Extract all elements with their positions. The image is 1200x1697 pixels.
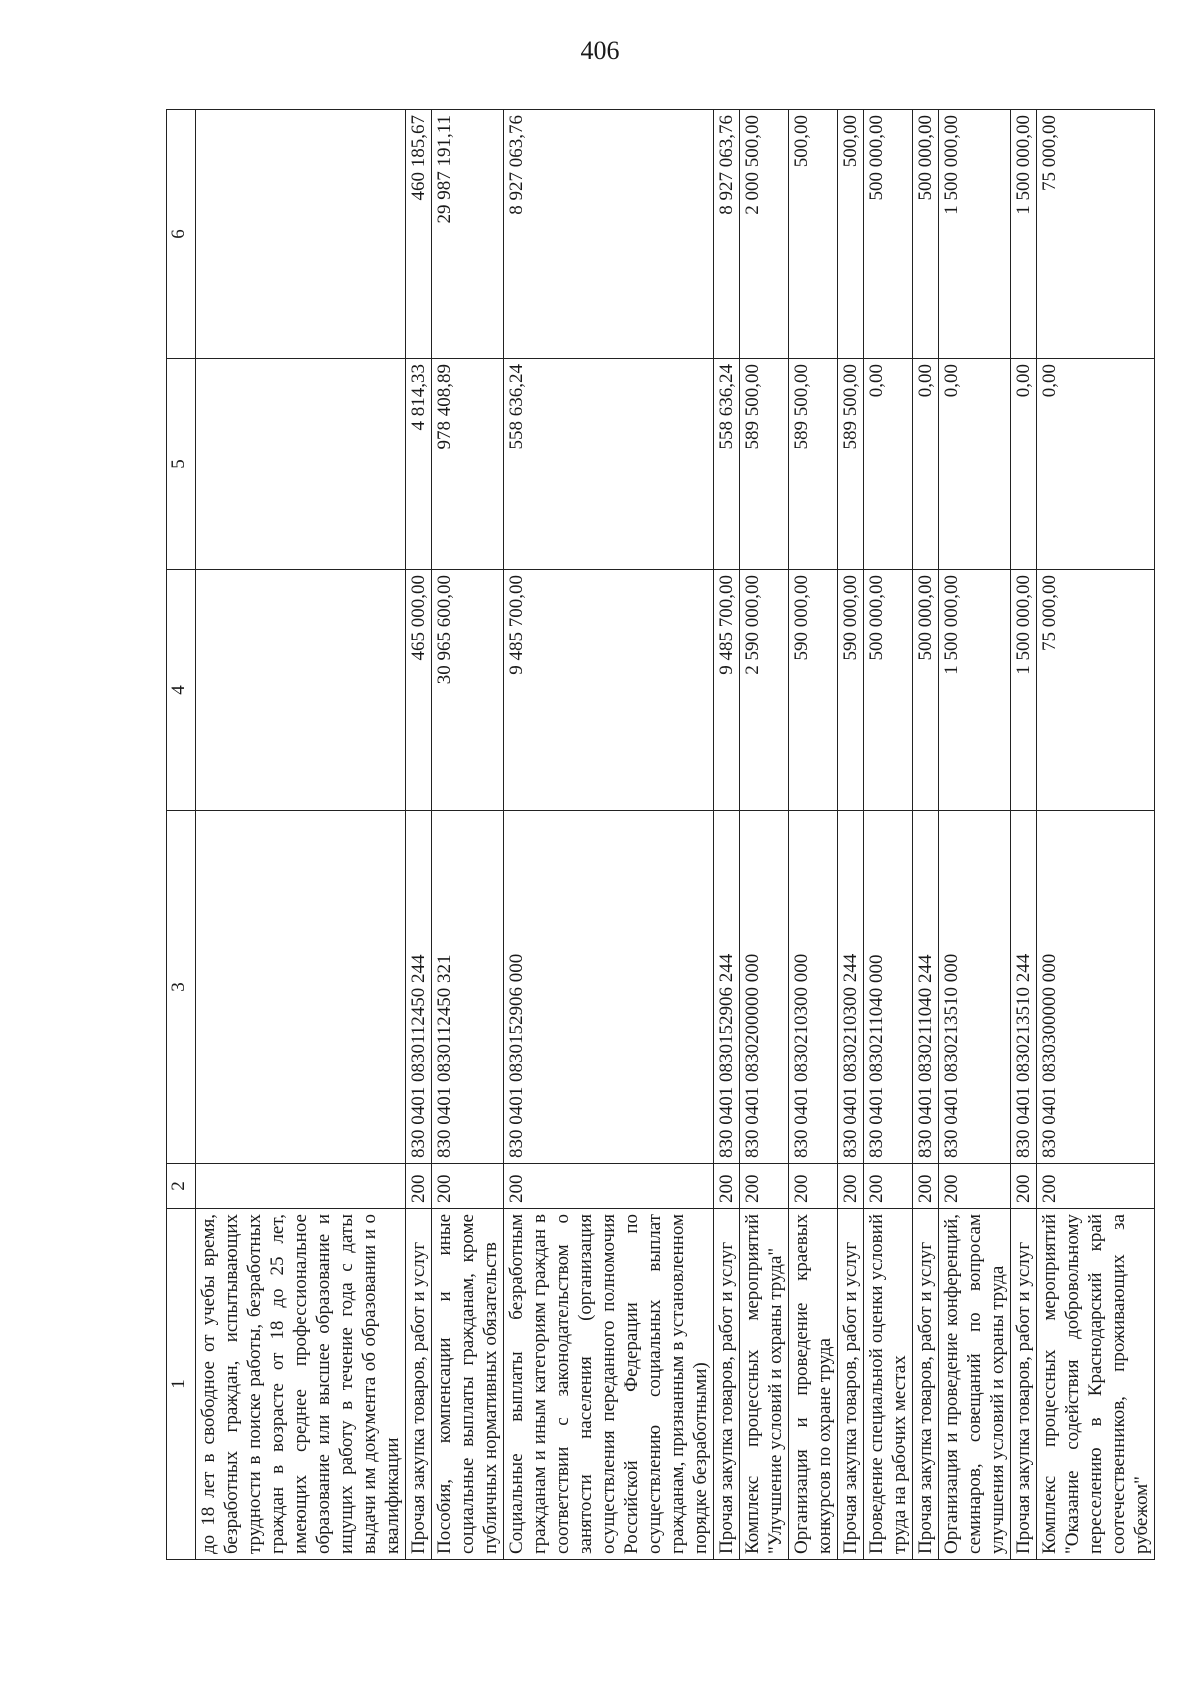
table-row — [838, 110, 864, 1560]
cell-section: 200 — [406, 1164, 432, 1209]
cell-col6: 460 185,67 — [406, 110, 432, 359]
cell-col5: 4 814,33 — [406, 359, 432, 570]
cell-col5: 0,00 — [1011, 359, 1037, 570]
table-row — [406, 110, 432, 1560]
cell-col4: 590 000,00 — [838, 570, 864, 811]
cell-section: 200 — [939, 1164, 1011, 1209]
table-row — [740, 110, 789, 1560]
cell-col4: 2 590 000,00 — [740, 570, 789, 811]
table-row — [939, 110, 1011, 1560]
header-row — [167, 110, 196, 1560]
cell-col6: 500 000,00 — [864, 110, 913, 359]
cell-col6: 500,00 — [838, 110, 864, 359]
cell-name: Прочая закупка товаров, работ и услуг — [838, 1209, 864, 1560]
cell-code: 830 0401 0830152906 244 — [714, 811, 740, 1164]
cell-code — [196, 811, 406, 1164]
cell-col4: 30 965 600,00 — [432, 570, 504, 811]
cell-col5: 589 500,00 — [789, 359, 838, 570]
table-row — [504, 110, 714, 1560]
budget-table — [166, 109, 1155, 1560]
cell-section: 200 — [504, 1164, 714, 1209]
cell-col5: 0,00 — [913, 359, 939, 570]
table-row — [1037, 110, 1155, 1560]
cell-col5: 0,00 — [939, 359, 1011, 570]
cell-name: Комплекс процессных мероприятий "Оказание содействия добровольному переселению в Краснодарский край соотечественников, проживающих за рубежом" — [1037, 1209, 1155, 1560]
cell-name: Социальные выплаты безработным гражданам и иным категориям граждан в соответствии с законодательством о занятости населения (организация осуществления переданного полномочия Российской Федерации по осуществлению социальных выплат гражданам, признанным в установленном порядке безработными) — [504, 1209, 714, 1560]
table-row — [789, 110, 838, 1560]
cell-section: 200 — [789, 1164, 838, 1209]
cell-name: Прочая закупка товаров, работ и услуг — [714, 1209, 740, 1560]
cell-code: 830 0401 0830210300 244 — [838, 811, 864, 1164]
table-row — [432, 110, 504, 1560]
cell-name: Прочая закупка товаров, работ и услуг — [1011, 1209, 1037, 1560]
rotated-table-container — [166, 110, 1152, 1560]
cell-col6: 8 927 063,76 — [714, 110, 740, 359]
cell-col4: 9 485 700,00 — [504, 570, 714, 811]
cell-col5: 589 500,00 — [838, 359, 864, 570]
cell-col6: 1 500 000,00 — [1011, 110, 1037, 359]
cell-name: Прочая закупка товаров, работ и услуг — [913, 1209, 939, 1560]
cell-col4 — [196, 570, 406, 811]
cell-code: 830 0401 0830200000 000 — [740, 811, 789, 1164]
cell-col6: 8 927 063,76 — [504, 110, 714, 359]
cell-name: Организация и проведение краевых конкурсов по охране труда — [789, 1209, 838, 1560]
cell-col4: 465 000,00 — [406, 570, 432, 811]
cell-section: 200 — [838, 1164, 864, 1209]
cell-col6: 1 500 000,00 — [939, 110, 1011, 359]
cell-section: 200 — [1011, 1164, 1037, 1209]
cell-col5 — [196, 359, 406, 570]
cell-code: 830 0401 0830210300 000 — [789, 811, 838, 1164]
cell-col6: 29 987 191,11 — [432, 110, 504, 359]
cell-col4: 590 000,00 — [789, 570, 838, 811]
cell-col5: 978 408,89 — [432, 359, 504, 570]
cell-section: 200 — [432, 1164, 504, 1209]
cell-section: 200 — [714, 1164, 740, 1209]
cell-col6 — [196, 110, 406, 359]
cell-col6: 2 000 500,00 — [740, 110, 789, 359]
cell-col5: 589 500,00 — [740, 359, 789, 570]
cell-col4: 75 000,00 — [1037, 570, 1155, 811]
cell-col5: 558 636,24 — [504, 359, 714, 570]
col-header-4: 4 — [167, 570, 196, 811]
table-row — [196, 110, 406, 1560]
cell-col6: 500 000,00 — [913, 110, 939, 359]
cell-code: 830 0401 0830211040 000 — [864, 811, 913, 1164]
cell-code: 830 0401 0830112450 321 — [432, 811, 504, 1164]
table-row — [1011, 110, 1037, 1560]
cell-name: Организация и проведение конференций, семинаров, совещаний по вопросам улучшения условий и охраны труда — [939, 1209, 1011, 1560]
table-row — [913, 110, 939, 1560]
col-header-3: 3 — [167, 811, 196, 1164]
cell-col4: 500 000,00 — [913, 570, 939, 811]
cell-col6: 75 000,00 — [1037, 110, 1155, 359]
table-row — [714, 110, 740, 1560]
cell-name: Пособия, компенсации и иные социальные выплаты гражданам, кроме публичных нормативных обязательств — [432, 1209, 504, 1560]
cell-name: до 18 лет в свободное от учебы время, безработных граждан, испытывающих трудности в поиске работы, безработных граждан в возрасте от 18 до 25 лет, имеющих среднее профессиональное образование или высшее образование и ищущих работу в течение года с даты выдачи им документа об образовании и о квалификации — [196, 1209, 406, 1560]
cell-name: Проведение специальной оценки условий труда на рабочих местах — [864, 1209, 913, 1560]
cell-section: 200 — [740, 1164, 789, 1209]
cell-col6: 500,00 — [789, 110, 838, 359]
cell-code: 830 0401 0830213510 244 — [1011, 811, 1037, 1164]
cell-col5: 0,00 — [1037, 359, 1155, 570]
cell-code: 830 0401 0830211040 244 — [913, 811, 939, 1164]
cell-col5: 0,00 — [864, 359, 913, 570]
cell-col4: 500 000,00 — [864, 570, 913, 811]
cell-name: Прочая закупка товаров, работ и услуг — [406, 1209, 432, 1560]
col-header-5: 5 — [167, 359, 196, 570]
cell-col4: 1 500 000,00 — [1011, 570, 1037, 811]
cell-col4: 9 485 700,00 — [714, 570, 740, 811]
cell-name: Комплекс процессных мероприятий "Улучшение условий и охраны труда" — [740, 1209, 789, 1560]
cell-section: 200 — [864, 1164, 913, 1209]
page-number: 406 — [580, 36, 620, 65]
cell-code: 830 0401 0830300000 000 — [1037, 811, 1155, 1164]
cell-code: 830 0401 0830112450 244 — [406, 811, 432, 1164]
cell-section: 200 — [1037, 1164, 1155, 1209]
cell-col5: 558 636,24 — [714, 359, 740, 570]
col-header-2: 2 — [167, 1164, 196, 1209]
cell-code: 830 0401 0830213510 000 — [939, 811, 1011, 1164]
col-header-6: 6 — [167, 110, 196, 359]
cell-section: 200 — [913, 1164, 939, 1209]
cell-code: 830 0401 0830152906 000 — [504, 811, 714, 1164]
col-header-1: 1 — [167, 1209, 196, 1560]
cell-section — [196, 1164, 406, 1209]
cell-col4: 1 500 000,00 — [939, 570, 1011, 811]
table-row — [864, 110, 913, 1560]
